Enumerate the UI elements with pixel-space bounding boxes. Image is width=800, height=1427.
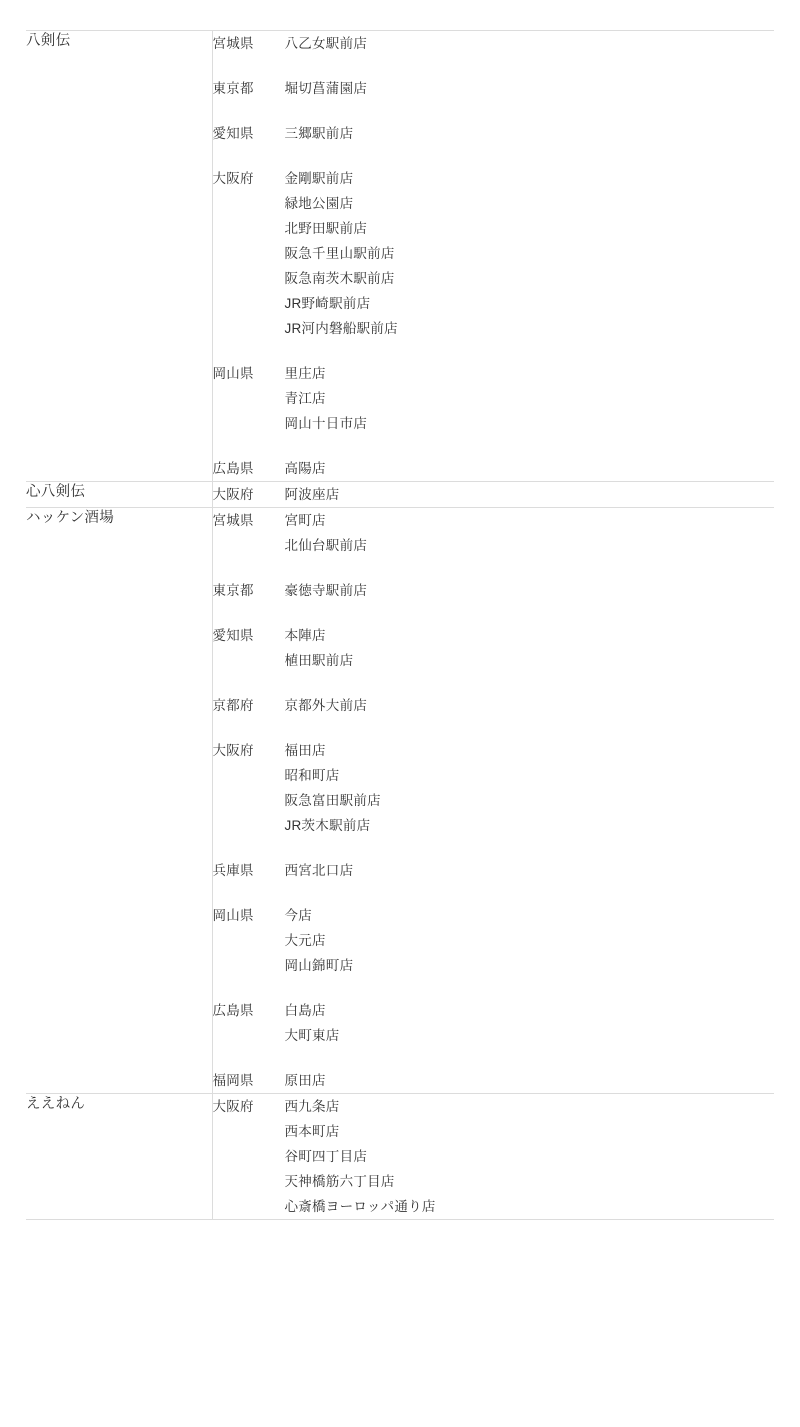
shop-name[interactable]: 阪急富田駅前店 — [284, 793, 381, 808]
shop-list — [285, 903, 775, 998]
region-row — [213, 1068, 775, 1093]
prefecture-label: 宮城県 — [212, 513, 254, 528]
region-table — [213, 31, 775, 481]
prefecture-label: 大阪府 — [212, 1099, 254, 1114]
shop-name[interactable]: 植田駅前店 — [284, 653, 354, 668]
shop-name[interactable]: 今店 — [284, 908, 313, 923]
region-row — [213, 121, 775, 166]
prefecture-label: 広島県 — [212, 1003, 254, 1018]
brand-region-cell — [212, 1094, 774, 1220]
prefecture-label: 東京都 — [212, 583, 254, 598]
region-row — [213, 31, 775, 76]
shop-list — [285, 361, 775, 456]
region-row — [213, 361, 775, 456]
shop-list — [285, 1094, 775, 1219]
region-row — [213, 693, 775, 738]
shop-name[interactable]: 八乙女駅前店 — [284, 36, 368, 51]
prefecture-label: 大阪府 — [212, 743, 254, 758]
region-table — [213, 508, 775, 1093]
shop-name[interactable]: 京都外大前店 — [284, 698, 368, 713]
brand-row — [26, 508, 774, 1094]
region-row — [213, 998, 775, 1068]
brand-row — [26, 31, 774, 482]
shop-name[interactable]: 高陽店 — [284, 461, 326, 476]
brand-name: ハッケン酒場 — [26, 510, 115, 526]
shop-name[interactable]: 緑地公園店 — [284, 196, 354, 211]
shop-list — [285, 998, 775, 1068]
shop-name[interactable]: JR野崎駅前店 — [284, 296, 371, 311]
shop-name[interactable]: 金剛駅前店 — [284, 171, 354, 186]
shop-list — [285, 456, 775, 481]
shop-list — [285, 166, 775, 361]
prefecture-label: 大阪府 — [212, 171, 254, 186]
prefecture-label: 京都府 — [212, 698, 254, 713]
shop-list — [285, 31, 775, 76]
region-row — [213, 623, 775, 693]
brand-name: ええねん — [26, 1096, 86, 1112]
shop-name[interactable]: 心斎橋ヨーロッパ通り店 — [284, 1199, 436, 1214]
shop-list — [285, 121, 775, 166]
brand-name-cell — [26, 31, 212, 482]
region-row — [213, 482, 775, 507]
brand-store-table — [26, 30, 774, 1220]
shop-name[interactable]: 宮町店 — [284, 513, 326, 528]
region-table — [213, 482, 775, 507]
shop-name[interactable]: 青江店 — [284, 391, 326, 406]
region-row — [213, 76, 775, 121]
brand-name-cell — [26, 482, 212, 508]
shop-list — [285, 623, 775, 693]
prefecture-label: 愛知県 — [212, 628, 254, 643]
brand-row — [26, 1094, 774, 1220]
shop-name[interactable]: 昭和町店 — [284, 768, 340, 783]
prefecture-label: 広島県 — [212, 461, 254, 476]
shop-name[interactable]: 大町東店 — [284, 1028, 340, 1043]
region-row — [213, 578, 775, 623]
region-row — [213, 738, 775, 858]
region-row — [213, 1094, 775, 1219]
region-row — [213, 166, 775, 361]
shop-name[interactable]: 堀切菖蒲園店 — [284, 81, 368, 96]
shop-name[interactable]: 白島店 — [284, 1003, 326, 1018]
shop-list — [285, 508, 775, 578]
shop-name[interactable]: 本陣店 — [284, 628, 326, 643]
brand-region-cell — [212, 508, 774, 1094]
shop-name[interactable]: 豪徳寺駅前店 — [284, 583, 368, 598]
prefecture-label: 大阪府 — [212, 487, 254, 502]
shop-list — [285, 578, 775, 623]
prefecture-label: 岡山県 — [212, 908, 254, 923]
shop-name[interactable]: 北野田駅前店 — [284, 221, 368, 236]
shop-list — [285, 858, 775, 903]
shop-name[interactable]: 天神橋筋六丁目店 — [284, 1174, 395, 1189]
shop-name[interactable]: 西宮北口店 — [284, 863, 354, 878]
brand-name-cell — [26, 1094, 212, 1220]
shop-name[interactable]: 福田店 — [284, 743, 326, 758]
prefecture-label: 福岡県 — [212, 1073, 254, 1088]
prefecture-label: 宮城県 — [212, 36, 254, 51]
shop-name[interactable]: 西九条店 — [284, 1099, 340, 1114]
brand-name: 八剣伝 — [26, 33, 71, 49]
shop-name[interactable]: 里庄店 — [284, 366, 326, 381]
brand-row — [26, 482, 774, 508]
prefecture-label: 東京都 — [212, 81, 254, 96]
shop-name[interactable]: JR茨木駅前店 — [284, 818, 371, 833]
region-row — [213, 508, 775, 578]
shop-name[interactable]: 西本町店 — [284, 1124, 340, 1139]
shop-name[interactable]: 原田店 — [284, 1073, 326, 1088]
shop-name[interactable]: 阿波座店 — [284, 487, 340, 502]
shop-name[interactable]: 阪急千里山駅前店 — [284, 246, 395, 261]
shop-name[interactable]: 阪急南茨木駅前店 — [284, 271, 395, 286]
brand-region-cell — [212, 31, 774, 482]
shop-name[interactable]: 岡山錦町店 — [284, 958, 354, 973]
brand-name: 心八剣伝 — [26, 484, 86, 500]
region-table — [213, 1094, 775, 1219]
shop-list — [285, 76, 775, 121]
prefecture-label: 愛知県 — [212, 126, 254, 141]
shop-name[interactable]: 谷町四丁目店 — [284, 1149, 368, 1164]
brand-name-cell — [26, 508, 212, 1094]
region-row — [213, 456, 775, 481]
shop-name[interactable]: 三郷駅前店 — [284, 126, 354, 141]
shop-name[interactable]: 大元店 — [284, 933, 326, 948]
prefecture-label: 兵庫県 — [212, 863, 254, 878]
brand-table-body — [26, 31, 774, 1220]
shop-list — [285, 1068, 775, 1093]
brand-region-cell — [212, 482, 774, 508]
shop-list — [285, 482, 775, 507]
shop-name[interactable]: 岡山十日市店 — [284, 416, 368, 431]
prefecture-label: 岡山県 — [212, 366, 254, 381]
region-row — [213, 858, 775, 903]
shop-list — [285, 738, 775, 858]
shop-list — [285, 693, 775, 738]
shop-name[interactable]: 北仙台駅前店 — [284, 538, 368, 553]
shop-name[interactable]: JR河内磐船駅前店 — [284, 321, 398, 336]
region-row — [213, 903, 775, 998]
